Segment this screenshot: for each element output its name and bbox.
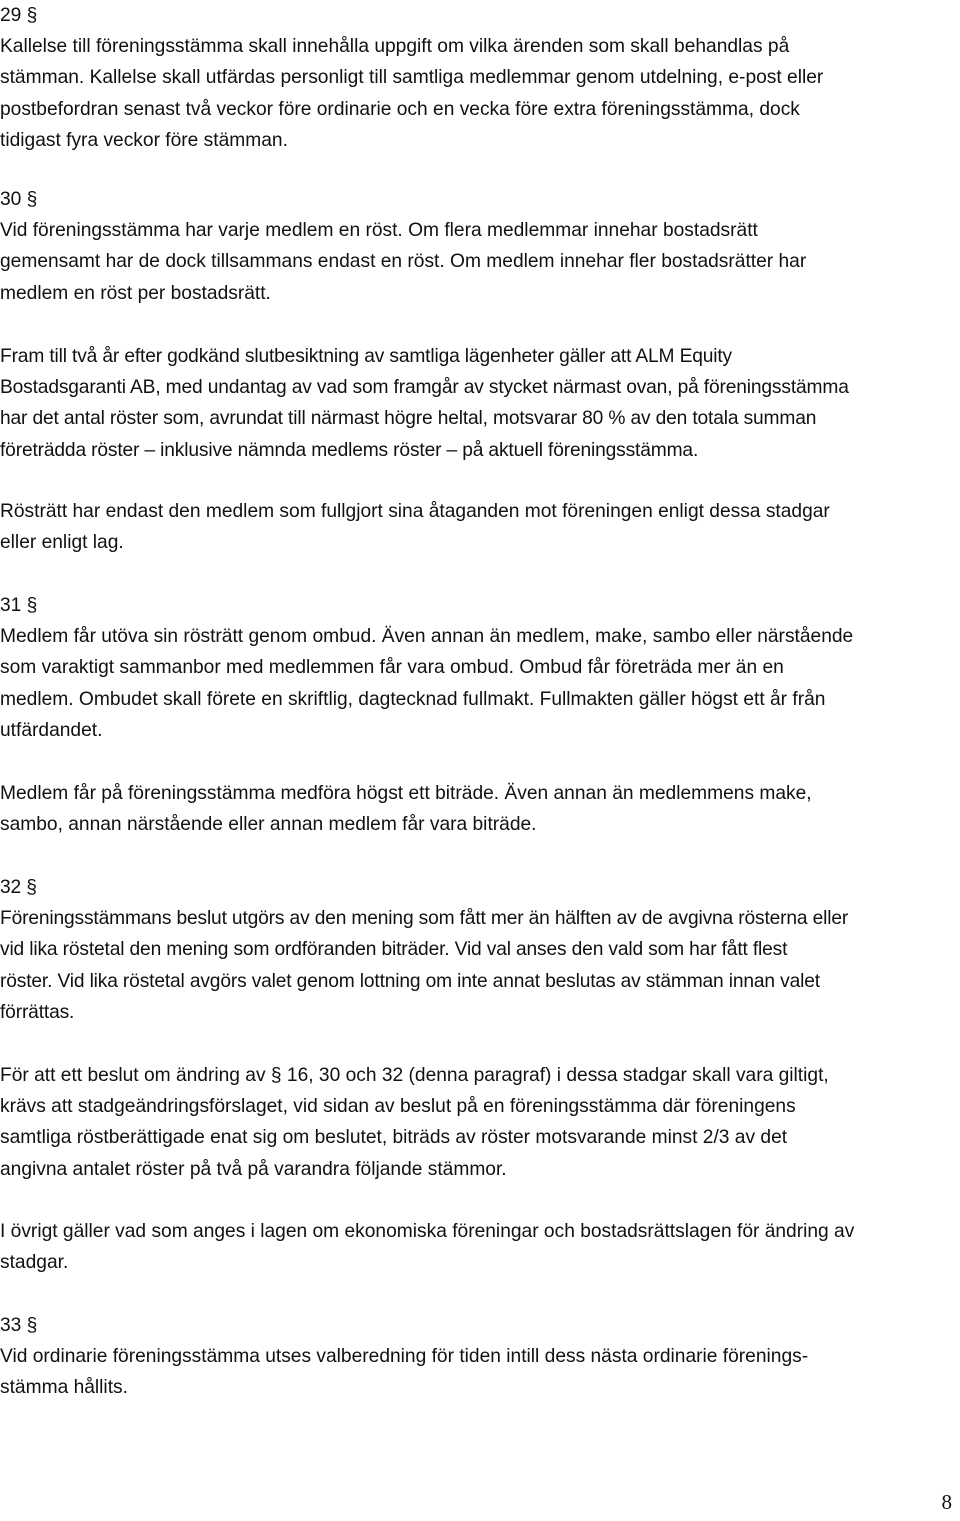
section-30 [0,184,960,309]
paragraph-line: utfärdandet. [0,719,103,741]
paragraph-ovrigt [0,1216,960,1278]
paragraph-line: Bostadsgaranti AB, med undantag av vad som framgår av stycket närmast ovan, på föreningsstämma [0,377,849,399]
paragraph-line: sambo, annan närstående eller annan medlem får vara biträde. [0,814,537,836]
section-heading: 33 § [0,1315,38,1336]
paragraph-line: Medlem får på föreningsstämma medföra högst ett biträde. Även annan än medlemmens make, [0,783,812,804]
paragraph-line: stämma hållits. [0,1377,128,1399]
paragraph-line: Vid föreningsstämma har varje medlem en röst. Om flera medlemmar innehar bostadsrätt [0,220,758,242]
paragraph-line: stadgar. [0,1252,69,1274]
section-29 [0,0,960,156]
paragraph-line: För att ett beslut om ändring av § 16, 30 och 32 (denna paragraf) i dessa stadgar skall vara giltigt, [0,1065,829,1086]
paragraph-line: röster. Vid lika röstetal avgörs valet genom lottning om inte annat beslutas av stämman innan valet [0,970,820,992]
paragraph-line: eller enligt lag. [0,532,124,554]
section-heading: 30 § [0,189,38,210]
paragraph-line: Medlem får utöva sin rösträtt genom ombud. Även annan än medlem, make, sambo eller närstående [0,626,854,648]
paragraph-line: Rösträtt har endast den medlem som fullgjort sina åtaganden mot föreningen enligt dessa stadgar [0,501,830,522]
paragraph-line: tidigast fyra veckor före stämman. [0,129,288,151]
section-33 [0,1310,960,1404]
paragraph-line: förrättas. [0,1001,75,1023]
paragraph-line: Fram till två år efter godkänd slutbesiktning av samtliga lägenheter gäller att ALM Equity [0,346,732,367]
paragraph-line: medlem en röst per bostadsrätt. [0,282,271,304]
paragraph-line: Kallelse till föreningsstämma skall innehålla uppgift om vilka ärenden som skall behandlas på [0,36,790,58]
paragraph-line: har det antal röster som, avrundat till närmast högre heltal, motsvarar 80 % av den totala summan [0,408,817,430]
paragraph-line: samtliga röstberättigade enat sig om beslutet, biträds av röster motsvarande minst 2/3 av det [0,1127,788,1149]
paragraph-bitrade [0,778,960,840]
section-32 [0,872,960,1028]
paragraph-line: I övrigt gäller vad som anges i lagen om ekonomiska föreningar och bostadsrättslagen för ändring av [0,1221,855,1242]
paragraph-line: krävs att stadgeändringsförslaget, vid sidan av beslut på en föreningsstämma där föreningens [0,1096,796,1118]
section-heading: 29 § [0,5,38,26]
paragraph-line: postbefordran senast två veckor före ordinarie och en vecka före extra föreningsstämma, dock [0,98,800,120]
paragraph-line: vid lika röstetal den mening som ordföranden biträder. Vid val anses den vald som har fått flest [0,939,788,961]
paragraph-line: angivna antalet röster på två på varandra följande stämmor. [0,1158,507,1180]
paragraph-line: Vid ordinarie föreningsstämma utses valberedning för tiden intill dess nästa ordinarie förenings- [0,1346,809,1368]
paragraph-line: medlem. Ombudet skall förete en skriftlig, dagtecknad fullmakt. Fullmakten gäller högst ett år från [0,688,826,710]
paragraph-alm-equity [0,341,960,466]
paragraph-line: företrädda röster – inklusive nämnda medlems röster – på aktuell föreningsstämma. [0,439,699,461]
paragraph-rostratt [0,496,960,558]
paragraph-stadgeandring [0,1060,960,1185]
paragraph-line: stämman. Kallelse skall utfärdas personligt till samtliga medlemmar genom utdelning, e-post eller [0,67,824,89]
paragraph-line: Föreningsstämmans beslut utgörs av den mening som fått mer än hälften av de avgivna rösterna eller [0,908,849,930]
section-heading: 32 § [0,877,37,898]
paragraph-line: som varaktigt sammanbor med medlemmen får vara ombud. Ombud får företräda mer än en [0,657,784,679]
page-number: 8 [941,1490,952,1514]
section-heading: 31 § [0,595,38,616]
paragraph-line: gemensamt har de dock tillsammans endast en röst. Om medlem innehar fler bostadsrätter har [0,251,807,273]
section-31 [0,590,960,746]
